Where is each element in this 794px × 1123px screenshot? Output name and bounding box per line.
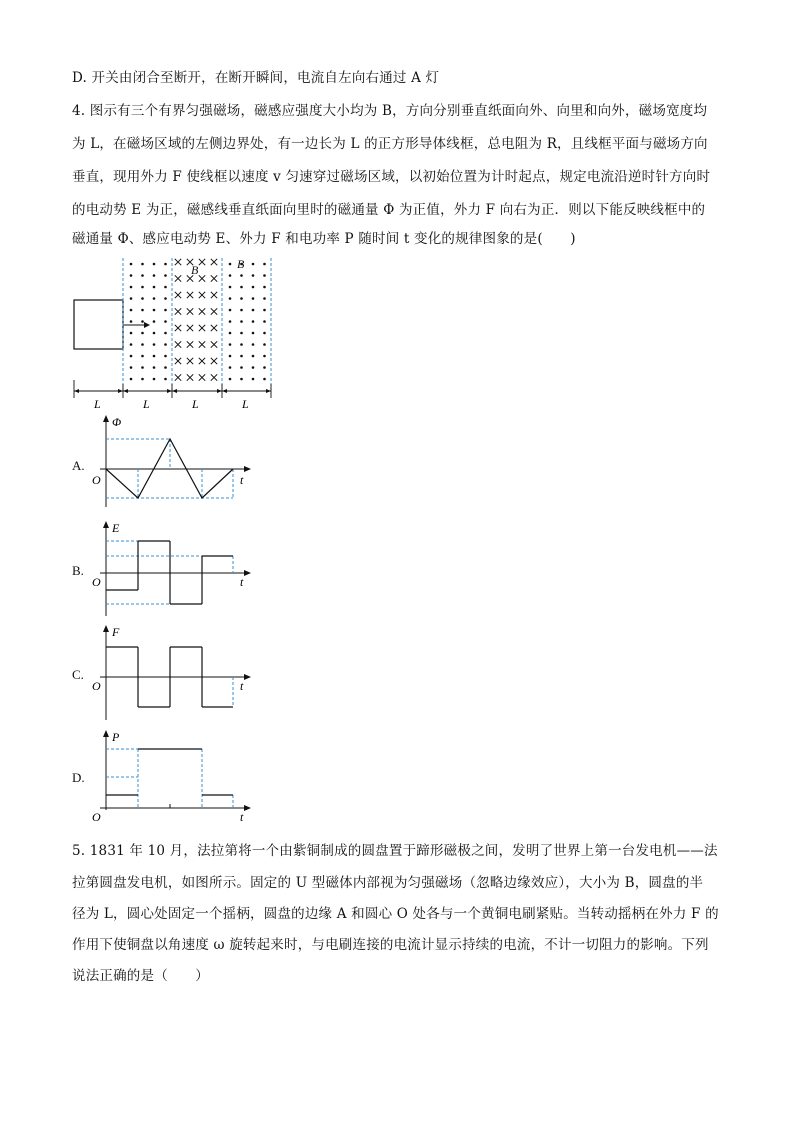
field-dot [130, 297, 133, 300]
field-dot [153, 274, 156, 277]
field-cross [211, 259, 217, 265]
field-dot [164, 263, 167, 266]
q5-line-2: 拉第圆盘发电机，如图所示。固定的 U 型磁体内部视为匀强磁场（忽略边缘效应），大小为 B，圆盘的半 [72, 875, 704, 891]
field-cross [187, 308, 193, 314]
field-dot [164, 378, 167, 381]
field-dot [263, 355, 266, 358]
field-dot [240, 366, 243, 369]
field-dot [240, 297, 243, 300]
field-cross [187, 374, 193, 380]
field-dot [252, 332, 255, 335]
field-dot [164, 320, 167, 323]
option-d-origin: O [92, 810, 101, 824]
dim-label-1: L [94, 397, 101, 411]
field-dot [263, 263, 266, 266]
field-dot [252, 366, 255, 369]
field-dot [252, 378, 255, 381]
q4-line-4: 的电动势 E 为正，磁感线垂直纸面向里时的磁通量 Φ 为正值，外力 F 向右为正．则以下能反映线框中的 [72, 202, 706, 218]
option-a-graph [88, 412, 258, 512]
square-loop [74, 300, 123, 349]
field-cross [199, 341, 205, 347]
field-dot [153, 297, 156, 300]
field-dot [141, 355, 144, 358]
field-dot [153, 286, 156, 289]
field-dot [130, 309, 133, 312]
field-dot [164, 286, 167, 289]
field-cross [175, 275, 181, 281]
q4-line-5: 磁通量 Φ、感应电动势 E、外力 F 和电功率 P 随时间 t 变化的规律图象的是( ) [72, 231, 576, 247]
field-region-in [175, 259, 217, 381]
field-dot [141, 309, 144, 312]
field-dot [252, 263, 255, 266]
field-cross [187, 341, 193, 347]
field-dot [252, 320, 255, 323]
field-dot [141, 320, 144, 323]
option-b-letter: B. [72, 563, 84, 578]
option-b-xlabel: t [240, 575, 244, 589]
option-b-graph [88, 518, 258, 618]
q5-line-5: 说法正确的是（ ） [72, 968, 209, 984]
field-dot [252, 274, 255, 277]
field-cross [199, 308, 205, 314]
option-a-letter: A. [72, 458, 85, 473]
field-dot [229, 332, 232, 335]
field-dot [164, 355, 167, 358]
field-region-out-2 [229, 263, 266, 381]
field-dot [229, 320, 232, 323]
field-dot [229, 309, 232, 312]
field-cross [175, 341, 181, 347]
field-dot [141, 366, 144, 369]
field-dot [263, 274, 266, 277]
field-dot [130, 274, 133, 277]
field-dot [141, 343, 144, 346]
field-cross [211, 275, 217, 281]
field-dot [229, 286, 232, 289]
field-cross [175, 358, 181, 364]
field-cross [211, 341, 217, 347]
field-cross [199, 292, 205, 298]
field-dot [229, 366, 232, 369]
field-cross [187, 325, 193, 331]
field-cross [187, 292, 193, 298]
dim-label-3: L [192, 397, 199, 411]
field-label-b-1: B [191, 263, 199, 277]
option-a-origin: O [92, 473, 101, 487]
field-dot [164, 274, 167, 277]
q4-line-1: 4. 图示有三个有界匀强磁场，磁感应强度大小均为 B，方向分别垂直纸面向外、向里和向外，磁场宽度均 [72, 103, 708, 119]
field-cross [187, 358, 193, 364]
field-dot [252, 309, 255, 312]
field-cross [211, 325, 217, 331]
option-c-ylabel: F [112, 625, 120, 639]
option-c-xlabel: t [240, 679, 244, 693]
field-dot [240, 355, 243, 358]
field-cross [211, 358, 217, 364]
field-cross [199, 374, 205, 380]
field-cross [199, 259, 205, 265]
option-a-xlabel: t [240, 473, 244, 487]
field-dot [263, 332, 266, 335]
option-c-origin: O [92, 679, 101, 693]
field-cross [211, 308, 217, 314]
field-dot [141, 263, 144, 266]
field-dot [153, 355, 156, 358]
field-dot [229, 274, 232, 277]
field-dot [153, 263, 156, 266]
field-dot [153, 320, 156, 323]
field-dot [263, 297, 266, 300]
field-cross [211, 374, 217, 380]
option-b-ylabel: E [112, 521, 120, 535]
field-region-out-1 [130, 263, 167, 381]
dim-label-4: L [242, 397, 249, 411]
field-dot [130, 366, 133, 369]
field-cross [199, 325, 205, 331]
field-dot [229, 343, 232, 346]
field-dot [252, 297, 255, 300]
q4-line-3: 垂直，现用外力 F 使线框以速度 v 匀速穿过磁场区域，以初始位置为计时起点，规定电流沿逆时针方向时 [72, 169, 711, 185]
field-cross [175, 325, 181, 331]
field-dot [153, 343, 156, 346]
option-c-graph [88, 622, 258, 722]
field-dot [240, 378, 243, 381]
field-dot [164, 343, 167, 346]
field-dot [263, 378, 266, 381]
q5-line-3: 径为 L，圆心处固定一个摇柄，圆盘的边缘 A 和圆心 O 处各与一个黄铜电刷紧贴。当转动摇柄在外力 F 的 [72, 906, 719, 922]
field-cross [175, 308, 181, 314]
field-dot [164, 332, 167, 335]
field-dot [153, 378, 156, 381]
field-dot [164, 309, 167, 312]
field-cross [199, 275, 205, 281]
field-cross [175, 259, 181, 265]
field-dot [263, 286, 266, 289]
option-b-origin: O [92, 575, 101, 589]
field-dot [130, 378, 133, 381]
field-dot [263, 320, 266, 323]
field-dot [229, 378, 232, 381]
field-dot [240, 274, 243, 277]
field-dot [130, 332, 133, 335]
field-dot [240, 309, 243, 312]
field-cross [211, 292, 217, 298]
field-dot [130, 355, 133, 358]
field-dot [240, 343, 243, 346]
field-dot [130, 343, 133, 346]
field-dot [263, 366, 266, 369]
field-dot [141, 274, 144, 277]
q5-line-1: 5. 1831 年 10 月，法拉第将一个由紫铜制成的圆盘置于蹄形磁极之间，发明了世界上第一台发电机——法 [72, 843, 718, 859]
field-cross [199, 358, 205, 364]
field-dot [240, 332, 243, 335]
field-dot [252, 286, 255, 289]
field-dot [252, 355, 255, 358]
option-a-ylabel: Φ [112, 415, 122, 429]
q5-line-4: 作用下使铜盘以角速度 ω 旋转起来时，与电刷连接的电流计显示持续的电流，不计一切阻力的影响。下列 [72, 937, 709, 953]
field-dot [229, 263, 232, 266]
field-dot [153, 366, 156, 369]
field-dot [141, 286, 144, 289]
field-label-b-2: B [237, 257, 245, 271]
field-dot [229, 297, 232, 300]
option-d-graph [88, 727, 258, 827]
field-dot [240, 320, 243, 323]
field-dot [263, 343, 266, 346]
q4-line-2: 为 L，在磁场区域的左侧边界处，有一边长为 L 的正方形导体线框，总电阻为 R，且线框平面与磁场方向 [72, 136, 708, 152]
field-dot [130, 286, 133, 289]
option-c-letter: C. [72, 667, 84, 682]
dim-label-2: L [143, 397, 150, 411]
prev-option-d: D. 开关由闭合至断开，在断开瞬间，电流自左向右通过 A 灯 [72, 70, 440, 86]
option-d-ylabel: P [112, 730, 120, 744]
field-dot [153, 309, 156, 312]
field-dot [240, 286, 243, 289]
field-dot [130, 263, 133, 266]
field-dot [164, 366, 167, 369]
option-d-xlabel: t [240, 810, 244, 824]
field-dot [141, 332, 144, 335]
field-dot [130, 320, 133, 323]
field-dot [141, 378, 144, 381]
field-dot [252, 343, 255, 346]
option-d-letter: D. [72, 770, 85, 785]
field-dot [141, 297, 144, 300]
field-dot [229, 355, 232, 358]
field-dot [263, 309, 266, 312]
field-setup-figure [60, 250, 300, 415]
field-cross [175, 292, 181, 298]
field-dot [164, 297, 167, 300]
field-cross [175, 374, 181, 380]
field-dot [153, 332, 156, 335]
